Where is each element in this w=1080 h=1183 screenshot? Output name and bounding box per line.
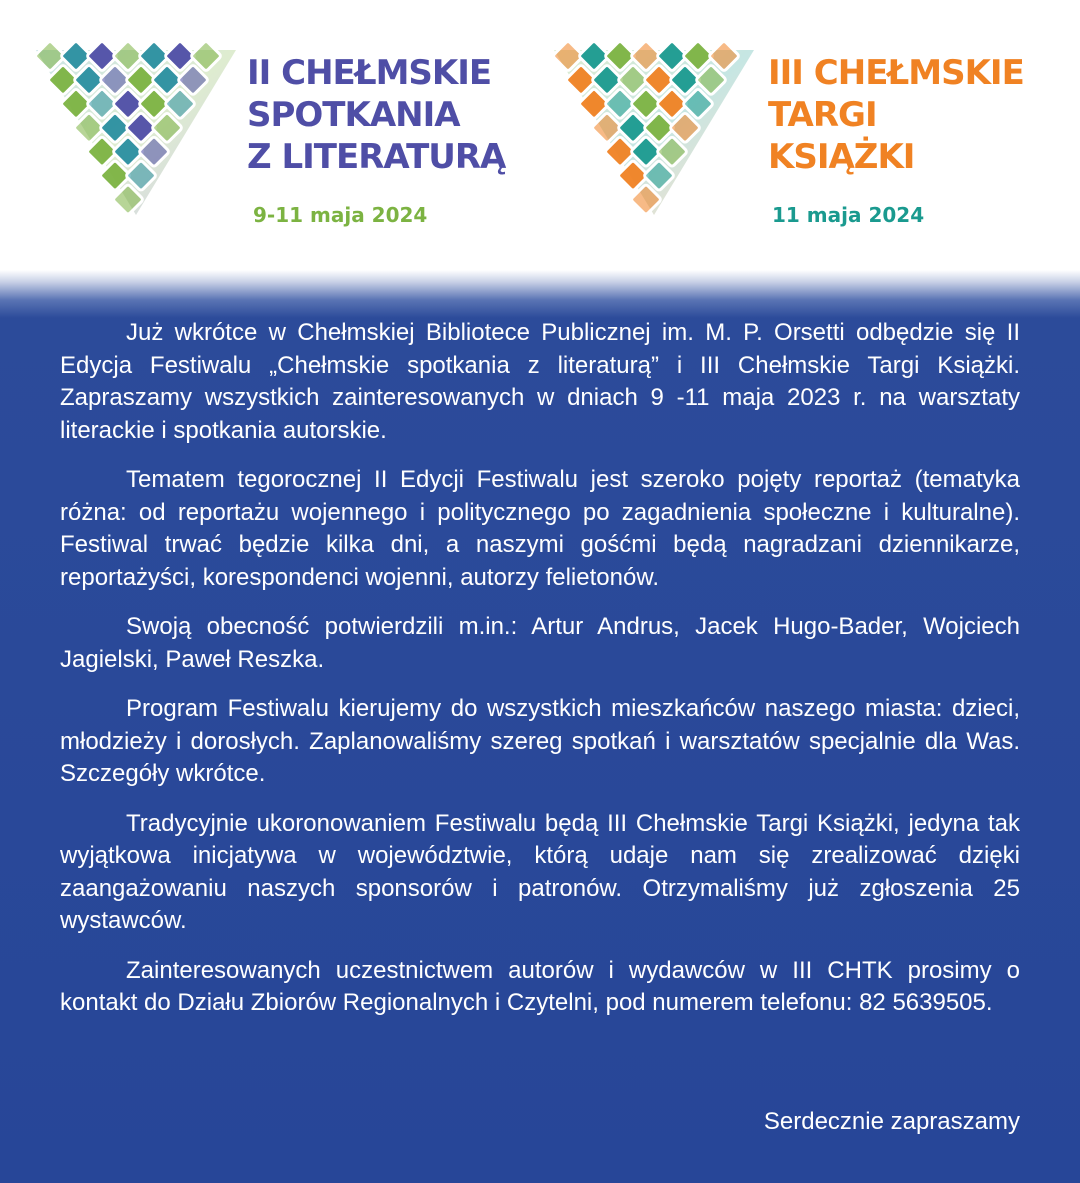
header: [0, 0, 1080, 270]
closing-line: Serdecznie zapraszamy: [763, 1108, 1020, 1135]
title-line: Z LITERATURĄ: [247, 137, 506, 177]
paragraph: Tematem tegorocznej II Edycji Festiwalu jest szeroko pojęty reportaż (tematyka różna: od reportażu wojennego i politycznego po zagadnienia społeczne i kulturalne). Festiwal trwać będzie kilka dni, a naszymi gośćmi będą nagradzani dziennikarze, reportażyści, korespondenci wojenni, autorzy felietonów.: [60, 466, 1020, 591]
paragraph: Zainteresowanych uczestnictwem autorów i wydawców w III CHTK prosimy o kontakt do Działu Zbiorów Regionalnych i Czytelni, pod numerem telefonu: 82 5639505.: [60, 956, 1020, 1016]
announcement-panel: [0, 270, 1080, 1183]
paragraph: Już wkrótce w Chełmskiej Bibliotece Publicznej im. M. P. Orsetti odbędzie się II Edycja Festiwalu „Chełmskie spotkania z literaturą” i III Chełmskie Targi Książki. Zapraszamy wszystkich zainteresowanych w dniach 9 -11 maja 2023 r. na warsztaty literackie i spotkania autorskie.: [60, 319, 1020, 444]
festival-logo: [0, 0, 540, 270]
title-line: II CHEŁMSKIE: [247, 53, 492, 93]
festival-date: 9-11 maja 2024: [253, 203, 428, 227]
book-fair-date: 11 maja 2024: [772, 203, 925, 227]
festival-title: [247, 52, 505, 178]
title-line: III CHEŁMSKIE: [768, 53, 1024, 93]
paragraph: Program Festiwalu kierujemy do wszystkich mieszkańców naszego miasta: dzieci, młodzieży i dorosłych. Zaplanowaliśmy szereg spotkań i warsztatów specjalnie dla Was. Szczegóły wkrótce.: [60, 695, 1020, 787]
paragraph: Tradycyjnie ukoronowaniem Festiwalu będą III Chełmskie Targi Książki, jedyna tak wyjątkowa inicjatywa w województwie, którą udaje nam się zrealizować dzięki zaangażowaniu naszych sponsorów i patronów. Otrzymaliśmy już zgłoszenia 25 wystawców.: [60, 809, 1020, 934]
paragraph: Swoją obecność potwierdzili m.in.: Artur Andrus, Jacek Hugo-Bader, Wojciech Jagielski, Paweł Reszka.: [60, 613, 1020, 673]
book-fair-title: [768, 52, 1024, 178]
mosaic-graphic-right: [554, 40, 754, 220]
title-line: TARGI: [768, 95, 877, 135]
announcement-text: [60, 317, 1020, 1037]
title-line: KSIĄŻKI: [768, 137, 915, 177]
title-line: SPOTKANIA: [247, 95, 460, 135]
mosaic-graphic-left: [36, 40, 236, 220]
book-fair-logo: [540, 0, 1080, 270]
